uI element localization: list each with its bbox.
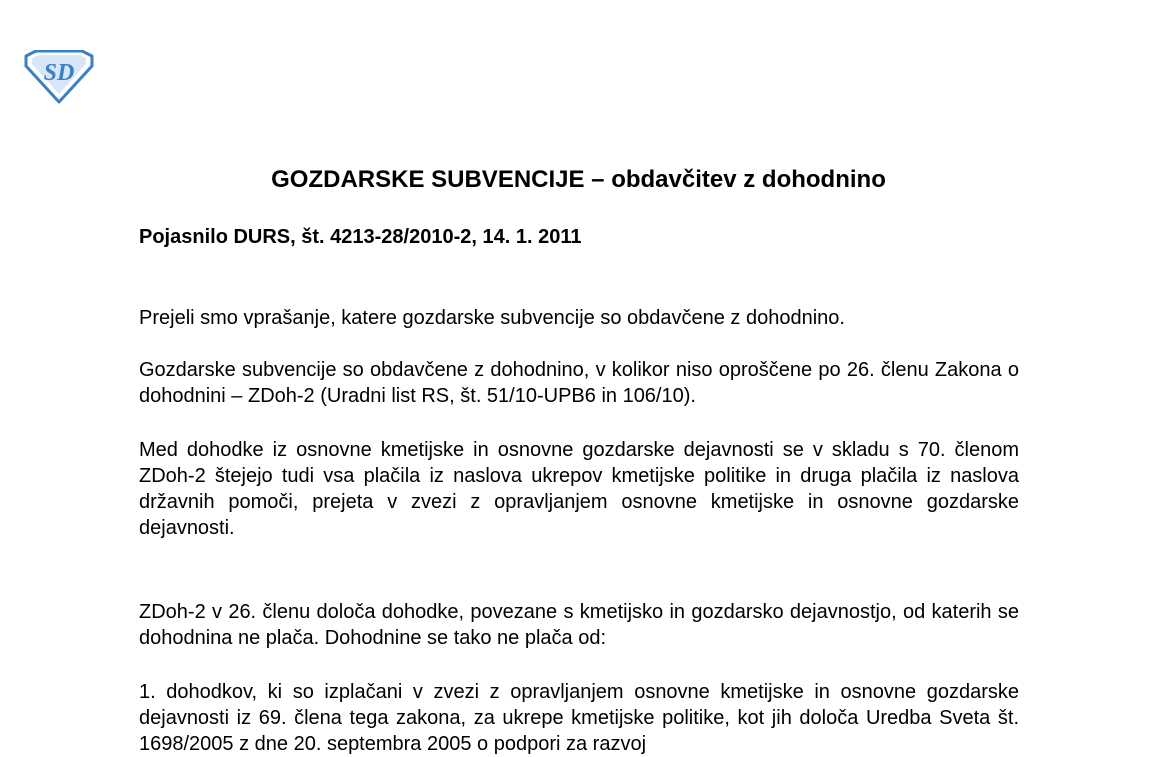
document-title: GOZDARSKE SUBVENCIJE – obdavčitev z dohodnino xyxy=(271,166,886,193)
document-subtitle: Pojasnilo DURS, št. 4213-28/2010-2, 14. 1. 2011 xyxy=(139,226,582,248)
logo-shield-icon xyxy=(22,50,96,104)
paragraph-taxation: Gozdarske subvencije so obdavčene z dohodnino, v kolikor niso oproščene po 26. členu Zakona o dohodnini – ZDoh-2 (Uradni list RS, št. 51/10-UPB6 in 106/10). xyxy=(139,359,1019,407)
paragraph-income-types: Med dohodke iz osnovne kmetijske in osnovne gozdarske dejavnosti se v skladu s 70. členom ZDoh-2 štejejo tudi vsa plačila iz naslova ukrepov kmetijske politike in druga plačila iz naslova državnih pomoči, prejeta v zvezi z opravljanjem osnovne kmetijske in osnovne gozdarske dejavnosti. xyxy=(139,439,1019,539)
paragraph-list-item-1: 1. dohodkov, ki so izplačani v zvezi z opravljanjem osnovne kmetijske in osnovne gozdarske dejavnosti iz 69. člena tega zakona, za ukrepe kmetijske politike, kot jih določa Uredba Sveta št. 1698/2005 z dne 20. septembra 2005 o podpori za razvoj xyxy=(139,681,1019,755)
paragraph-question: Prejeli smo vprašanje, katere gozdarske subvencije so obdavčene z dohodnino. xyxy=(139,307,845,329)
paragraph-article-26: ZDoh-2 v 26. členu določa dohodke, povezane s kmetijsko in gozdarsko dejavnostjo, od katerih se dohodnina ne plača. Dohodnine se tako ne plača od: xyxy=(139,601,1019,649)
company-logo xyxy=(22,50,96,104)
logo-text: SD xyxy=(43,60,75,86)
